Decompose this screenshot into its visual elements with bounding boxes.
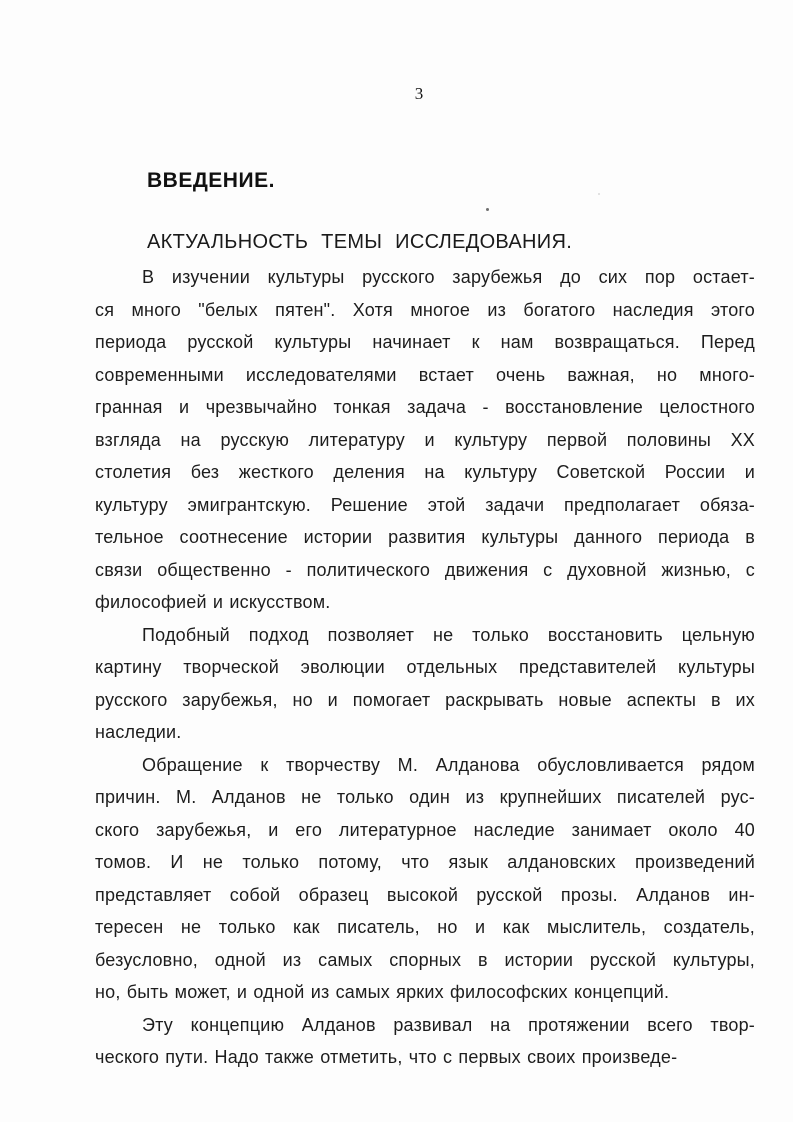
text-line: безусловно, одной из самых спорных в истории русской культуры, — [95, 949, 755, 970]
subsection-heading: АКТУАЛЬНОСТЬ ТЕМЫ ИССЛЕДОВАНИЯ. — [147, 231, 573, 253]
text-line: современными исследователями встает очень важная, но много- — [95, 364, 755, 385]
text-line: наследии. — [95, 722, 182, 742]
text-line: Обращение к творчеству М. Алданова обусловливается рядом — [142, 754, 755, 775]
scan-speck-dot — [486, 208, 489, 211]
text-line: Эту концепцию Алданов развивал на протяжении всего твор- — [142, 1014, 755, 1035]
text-line: ского зарубежья, и его литературное наследие занимает около 40 — [95, 819, 755, 840]
text-line: ся много "белых пятен". Хотя многое из богатого наследия этого — [95, 299, 755, 320]
text-line: периода русской культуры начинает к нам возвращаться. Перед — [95, 332, 755, 352]
text-line: ческого пути. Надо также отметить, что с первых своих произведе- — [95, 1047, 678, 1067]
text-line: картину творческой эволюции отдельных представителей культуры — [95, 657, 755, 677]
text-line: столетия без жесткого деления на культуру Советской России и — [95, 462, 755, 482]
page-number: 3 — [414, 84, 424, 103]
scan-speck-dot — [598, 193, 600, 195]
text-line: представляет собой образец высокой русской прозы. Алданов ин- — [95, 884, 755, 905]
text-line: связи общественно - политического движения с духовной жизнью, с — [95, 559, 755, 580]
text-line: но, быть может, и одной из самых ярких философских концепций. — [95, 982, 670, 1002]
text-line: культуру эмигрантскую. Решение этой задачи предполагает обяза- — [95, 494, 755, 515]
text-line: русского зарубежья, но и помогает раскрывать новые аспекты в их — [95, 689, 755, 710]
section-heading: ВВЕДЕНИЕ. — [147, 169, 275, 192]
text-line: гранная и чрезвычайно тонкая задача - восстановление целостного — [95, 397, 755, 417]
text-line: философией и искусством. — [95, 592, 331, 612]
text-line: тельное соотнесение истории развития культуры данного периода в — [95, 527, 755, 547]
text-line: Подобный подход позволяет не только восстановить цельную — [142, 624, 755, 645]
text-line: причин. М. Алданов не только один из крупнейших писателей рус- — [95, 787, 755, 807]
text-line: тересен не только как писатель, но и как мыслитель, создатель, — [95, 917, 755, 937]
text-line: томов. И не только потому, что язык алдановских произведений — [95, 852, 755, 872]
body-text — [95, 261, 755, 1074]
text-line: В изучении культуры русского зарубежья до сих пор остает- — [142, 267, 755, 287]
text-line: взгляда на русскую литературу и культуру первой половины ХХ — [95, 429, 755, 450]
